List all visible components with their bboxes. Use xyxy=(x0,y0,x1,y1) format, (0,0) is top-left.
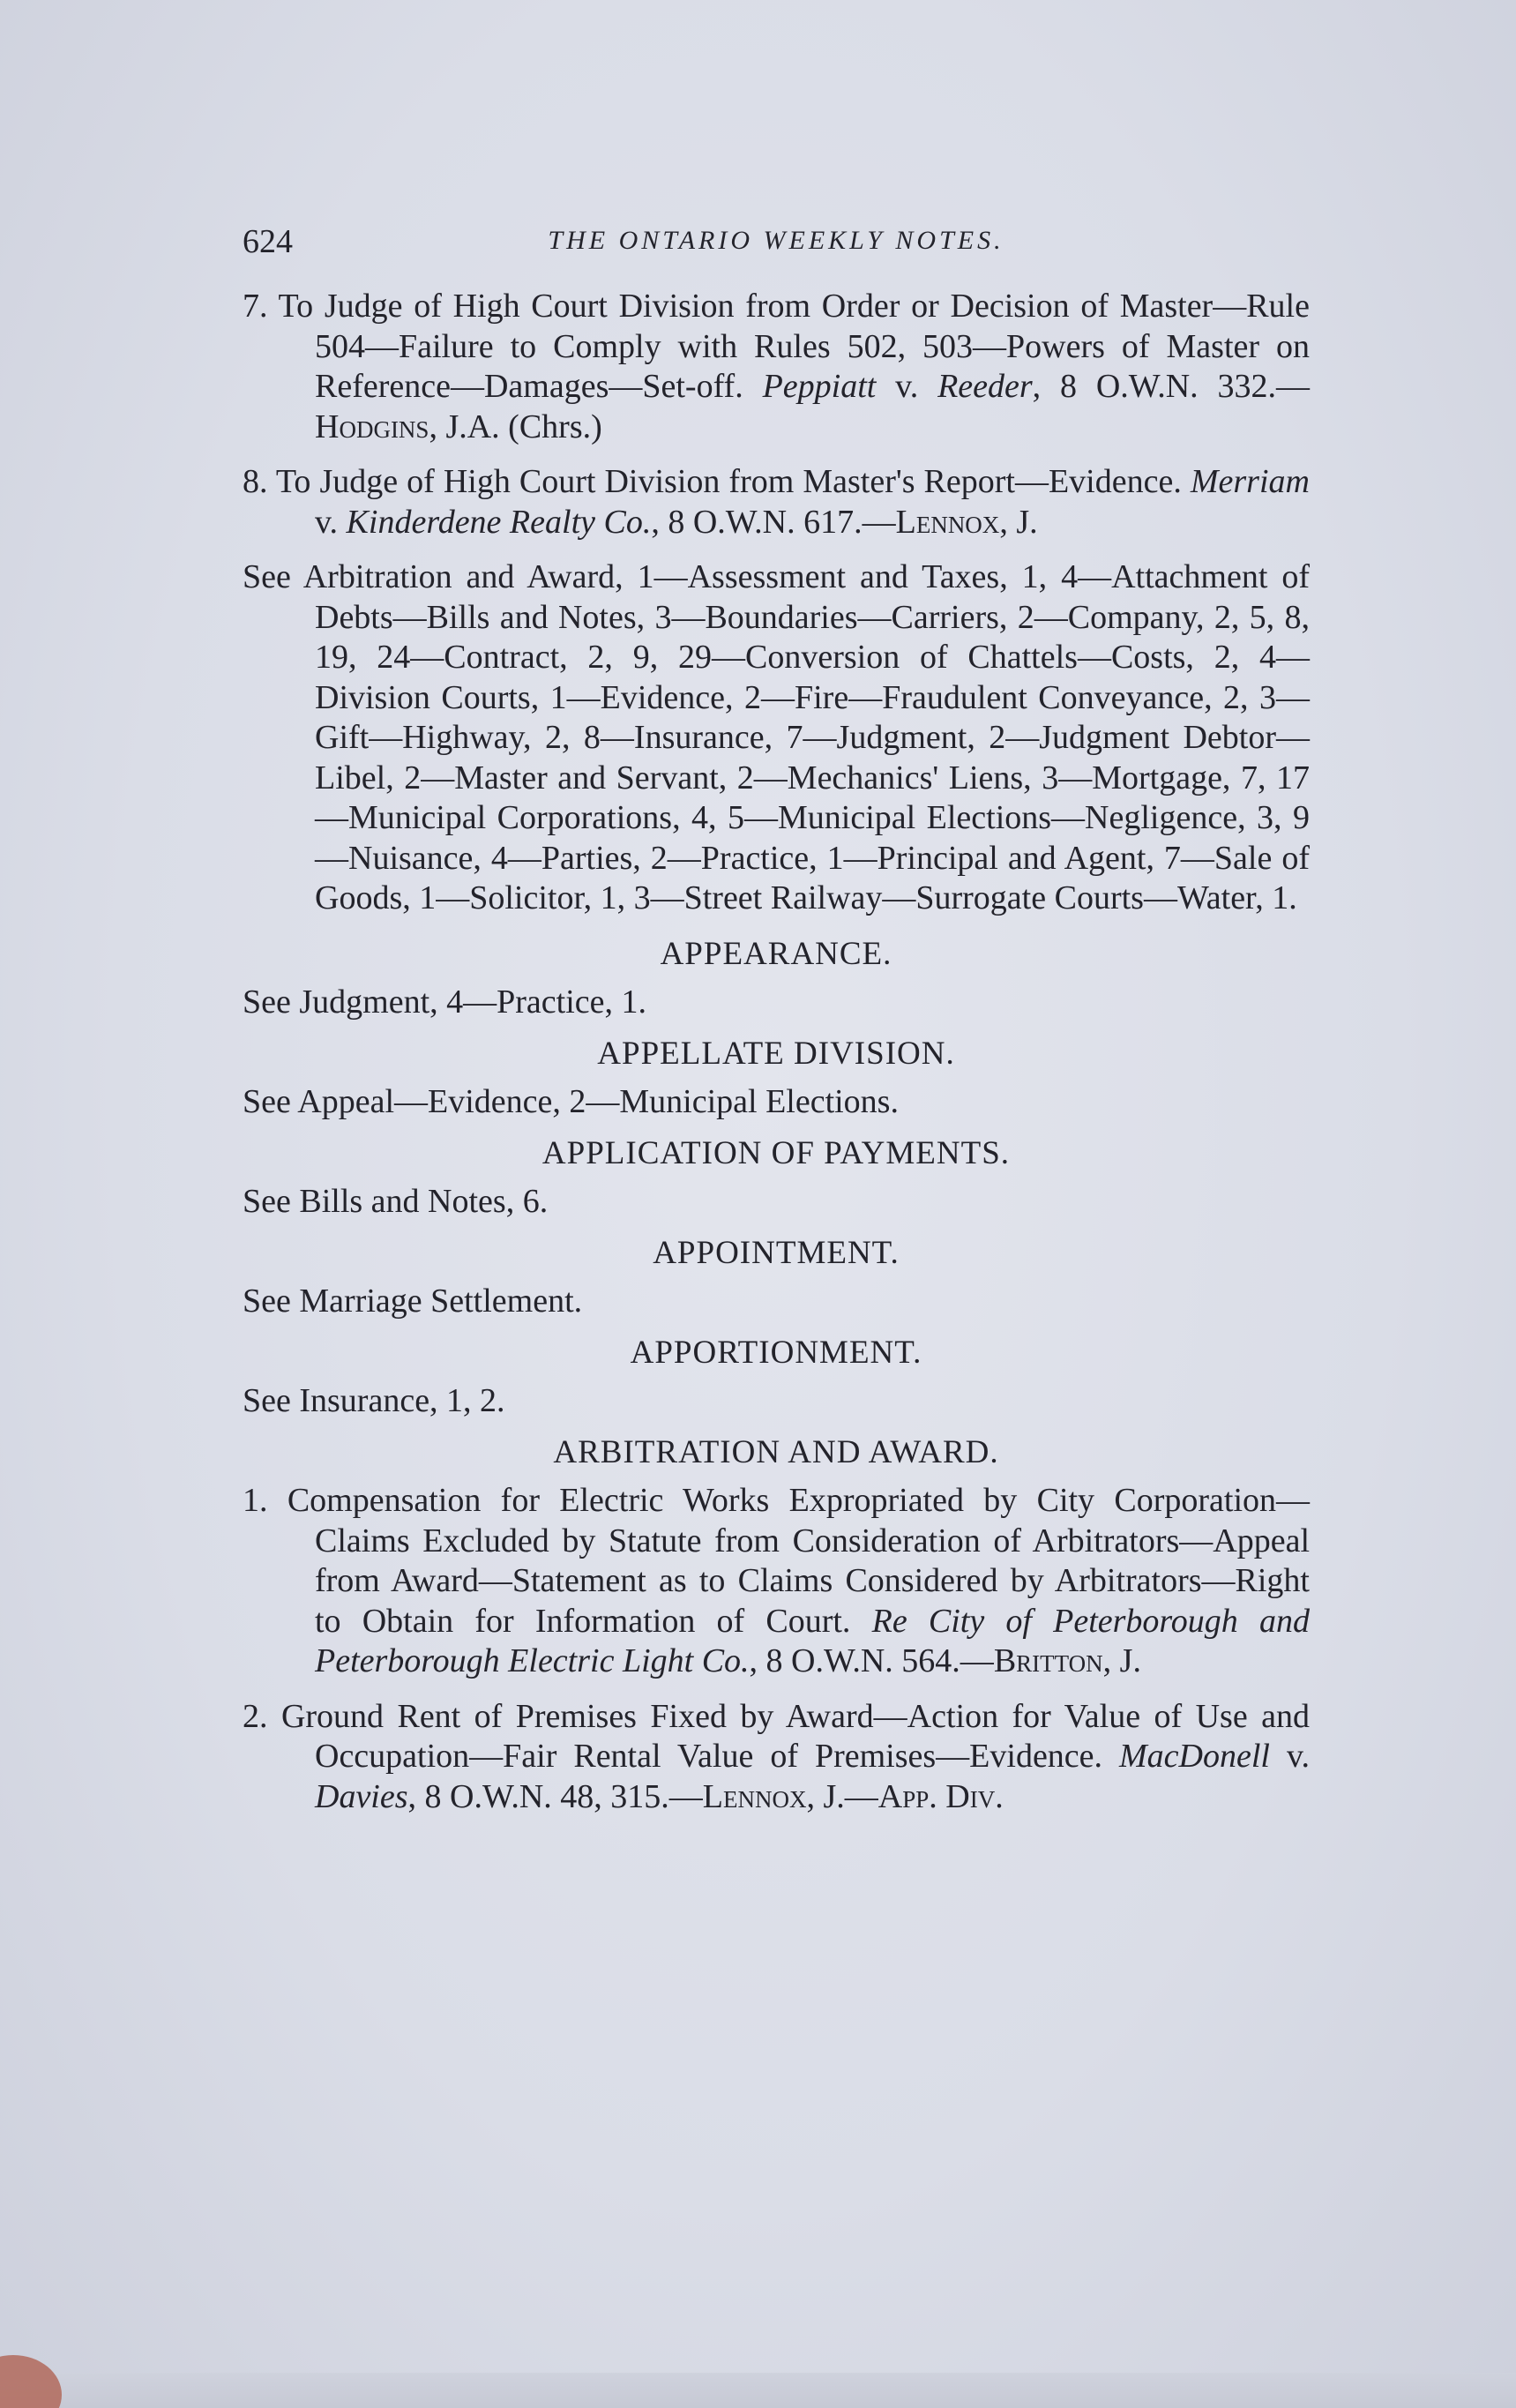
section-heading: ARBITRATION AND AWARD. xyxy=(553,1433,999,1470)
citation: , 8 O.W.N. 332.— xyxy=(1032,368,1310,405)
judge-suffix: , J. xyxy=(999,503,1038,541)
judge-name: Lennox xyxy=(702,1777,807,1815)
judge-suffix: , J.A. (Chrs.) xyxy=(429,408,602,445)
running-head: THE ONTARIO WEEKLY NOTES. xyxy=(548,226,1004,255)
court-name: App. Div. xyxy=(877,1777,1004,1815)
section-heading: APPEARANCE. xyxy=(660,935,892,972)
section-heading: APPOINTMENT. xyxy=(653,1234,900,1271)
versus: v. xyxy=(1269,1738,1310,1775)
list-item xyxy=(243,1481,1310,1682)
see-also-entry: See Arbitration and Award, 1—Assessment and Taxes, 1, 4—Attachment of Debts—Bills and Notes, 3—Boundaries—Carriers, 2—Company, 2, 5, 8, 19, 24—Contract, 2, 9, 29—Conversion of Chattels—Costs, 2, 4—Division Courts, 1—Evidence, 2—Fire—Fraudulent Conveyance, 2, 3—Gift—Highway, 2, 8—Insurance, 7—Judgment, 2—Judgment Debtor—Libel, 2—Master and Servant, 2—Mechanics' Liens, 3—Mortgage, 7, 17—Municipal Corporations, 4, 5—Municipal Elections—Negligence, 3, 9—Nuisance, 4—Parties, 2—Practice, 1—Principal and Agent, 7—Sale of Goods, 1—Solicitor, 1, 3—Street Railway—Surrogate Courts—Water, 1. xyxy=(243,558,1310,916)
see-reference: See Bills and Notes, 6. xyxy=(243,1183,549,1220)
page-number: 624 xyxy=(243,223,293,260)
case-name: Davies xyxy=(315,1777,408,1815)
list-item xyxy=(243,1697,1310,1818)
judge-suffix: , J.— xyxy=(806,1777,878,1815)
citation: , 8 O.W.N. 617.— xyxy=(651,503,896,541)
case-name: MacDonell xyxy=(1119,1738,1270,1775)
page-header xyxy=(243,222,1310,266)
see-reference: See Insurance, 1, 2. xyxy=(243,1382,505,1419)
index-body xyxy=(243,287,1310,1832)
case-name: Reeder xyxy=(937,368,1033,405)
versus: v. xyxy=(876,368,938,405)
section-heading: APPELLATE DIVISION. xyxy=(597,1035,955,1072)
entry-text: To Judge of High Court Division from Master's Report—Evidence. xyxy=(275,463,1191,500)
section-heading: APPORTIONMENT. xyxy=(630,1334,922,1371)
case-name: Peppiatt xyxy=(762,368,877,405)
entry-number: 1. xyxy=(243,1482,268,1519)
list-item xyxy=(243,287,1310,447)
list-item xyxy=(243,462,1310,542)
judge-name: Hodgins xyxy=(315,408,429,445)
see-reference: See Marriage Settlement. xyxy=(243,1283,583,1320)
entry-number: 7. xyxy=(243,288,268,325)
citation: , 8 O.W.N. 48, 315.— xyxy=(407,1777,703,1815)
page-bottom-edge xyxy=(0,2373,1516,2408)
case-name: Kinderdene Realty Co. xyxy=(346,503,652,541)
see-reference: See Appeal—Evidence, 2—Municipal Elections. xyxy=(243,1083,899,1120)
corner-stain xyxy=(0,2355,62,2408)
case-name: Merriam xyxy=(1190,463,1310,500)
case-name: Re City of Peterborough and Peterborough Electric Light Co. xyxy=(315,1602,1310,1679)
versus: v. xyxy=(315,503,347,541)
judge-name: Britton xyxy=(993,1642,1103,1679)
entry-text: Ground Rent of Premises Fixed by Award—Action for Value of Use and Occupation—Fair Rental Value of Premises—Evidence. xyxy=(280,1697,1311,1775)
entry-text: Compensation for Electric Works Expropriated by City Corporation—Claims Excluded by Statute from Consideration of Arbitrators—Appeal from Award—Statement as to Claims Considered by Arbitrators—Right to Obtain for Information of Court. xyxy=(287,1482,1311,1640)
see-reference: See Judgment, 4—Practice, 1. xyxy=(243,983,647,1021)
entry-number: 2. xyxy=(243,1697,268,1735)
citation: , 8 O.W.N. 564.— xyxy=(749,1642,994,1679)
entry-text: To Judge of High Court Division from Order or Decision of Master—Rule 504—Failure to Comply with Rules 502, 503—Powers of Master on Reference—Damages—Set-off. xyxy=(278,288,1310,405)
entry-number: 8. xyxy=(243,463,268,500)
section-heading: APPLICATION OF PAYMENTS. xyxy=(541,1134,1011,1171)
judge-name: Lennox xyxy=(895,503,1000,541)
judge-suffix: , J. xyxy=(1102,1642,1141,1679)
